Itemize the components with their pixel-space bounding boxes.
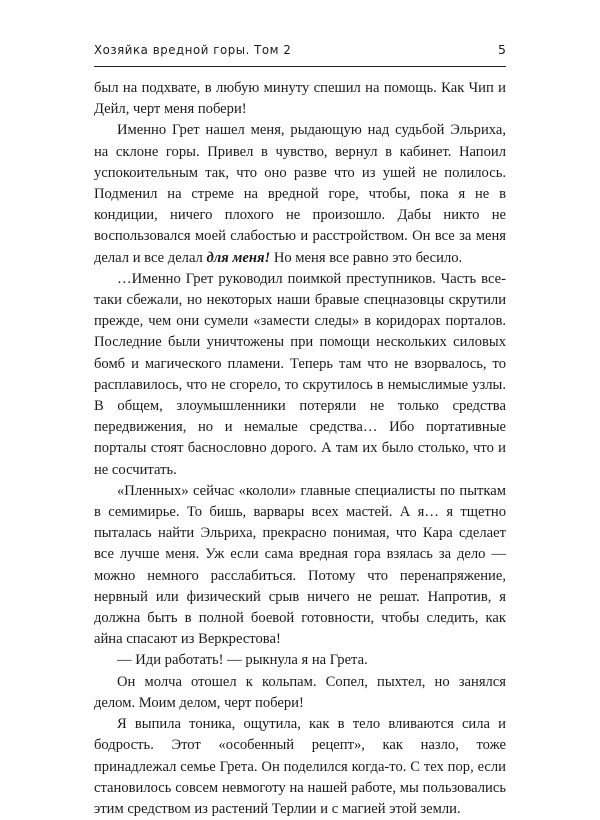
paragraph: «Пленных» сейчас «кололи» главные специалисты по пыткам в семимирье. То бишь, варвары всех мастей. А я… я тщетно пыталась найти Эльриха, прекрасно понимая, что Кара сделает все лучше меня. Уж если сама вредная гора взялась за дело — можно немного расслабиться. Потому что перенапряжение, нервный или физический срыв ничего не решат. Напротив, я должна быть в полной боевой готовности, чтобы следить, как айна спасают из Веркрестова! — [94, 482, 506, 648]
emphasis-text: для меня! — [206, 249, 271, 266]
paragraph: …Именно Грет руководил поимкой преступников. Часть все-таки сбежали, но некоторых наши бравые спецназовцы скрутили прежде, чем они сумели «замести следы» в коридорах порталов. Последние были уничтожены при помощи нескольких силовых бомб и магического пламени. Теперь там что не взорвалось, то расплавилось, что не сгорело, то скрутилось в немыслимые узлы. В общем, злоумышленники потеряли не только средства передвижения, но и немалые средства… Ибо портативные порталы стоят баснословно дорого. А там их было столько, что и не сосчитать. — [94, 270, 506, 478]
paragraph-text: Именно Грет нашел меня, рыдающую над судьбой Эльриха, на склоне горы. Привел в чувство, вернул в кабинет. Напоил успокоительным так, что оно разве что из ушей не полилось. Подменил на стреме на вредной горе, чтобы, пока я не в кондиции, ничего плохого не произошло. Дабы никто не воспользовался моей слабостью и расстройством. Он все за меня делал и все делал — [94, 122, 506, 266]
paragraph: был на подхвате, в любую минуту спешил на помощь. Как Чип и Дейл, черт меня побери! — [94, 80, 506, 118]
body-text — [94, 78, 506, 820]
paragraph: Он молча отошел к кольпам. Сопел, пыхтел, но занялся делом. Моим делом, черт побери! — [94, 673, 506, 711]
running-header — [94, 42, 506, 67]
paragraph-text: Но меня все равно это бесило. — [270, 249, 463, 266]
paragraph — [94, 120, 506, 268]
paragraph: Я выпила тоника, ощутила, как в тело вливаются сила и бодрость. Этот «особенный рецепт», как назло, тоже принадлежал семье Грета. Он поделился когда-то. С тех пор, если становилось совсем невмоготу на нашей работе, мы пользовались этим средством из растений Терлии и с магией этой земли. — [94, 716, 506, 817]
book-title: Хозяйка вредной горы. Том 2 — [94, 42, 292, 57]
page-number: 5 — [498, 42, 506, 57]
dialogue-line: — Иди работать! — рыкнула я на Грета. — [117, 652, 368, 669]
